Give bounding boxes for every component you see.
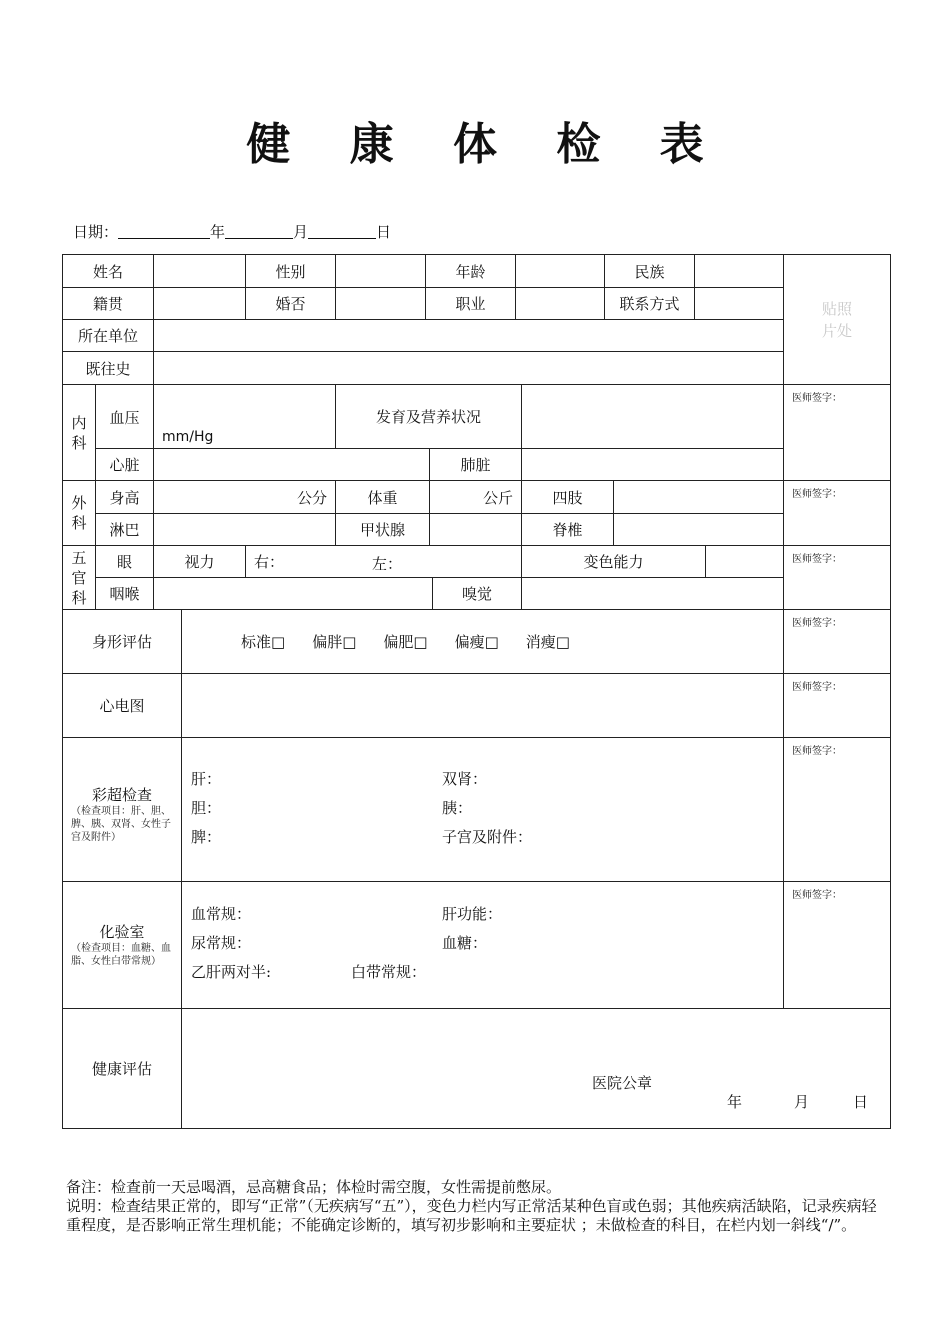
ethnicity-field[interactable]	[695, 255, 784, 288]
ecg-doctor-sign: 医师签字：	[792, 682, 842, 693]
lab-blood-sugar: 血糖：	[442, 934, 488, 952]
contact-label: 联系方式	[605, 288, 695, 320]
lab-leucorrhea: 白带常规：	[351, 963, 427, 981]
ecg-label: 心电图	[63, 674, 182, 738]
notes-block	[66, 1178, 880, 1235]
ultrasound-note: （检查项目：肝、胆、脾、胰、双肾、女性子宫及附件）	[71, 806, 171, 843]
ultrasound-doctor-sign: 医师签字：	[792, 746, 842, 757]
ultrasound-gallbladder: 胆：	[191, 799, 222, 817]
shape-option-thin[interactable]: 偏瘦□	[454, 633, 499, 651]
lab-urine-routine: 尿常规：	[191, 934, 252, 952]
lab-label: 化验室	[99, 923, 145, 941]
development-label: 发育及营养状况	[336, 385, 522, 449]
lab-doctor-sign: 医师签字：	[792, 890, 842, 901]
ecg-field[interactable]	[182, 674, 784, 738]
age-field[interactable]	[516, 255, 605, 288]
year-field[interactable]	[118, 224, 210, 239]
development-field[interactable]	[522, 385, 784, 449]
photo-area[interactable]	[784, 255, 891, 385]
shape-option-standard[interactable]: 标准□	[241, 633, 286, 651]
ultrasound-field[interactable]	[182, 738, 784, 882]
ultrasound-label-cell	[63, 738, 182, 882]
vision-field[interactable]	[246, 546, 522, 578]
photo-placeholder: 贴照片处	[821, 299, 852, 340]
lab-label-cell	[63, 882, 182, 1009]
internal-doctor-sign: 医师签字：	[792, 393, 842, 404]
health-assessment-field[interactable]	[182, 1009, 891, 1129]
ent-section-text: 五官科	[71, 548, 87, 607]
history-field[interactable]	[154, 352, 784, 385]
ultrasound-liver: 肝：	[191, 770, 222, 788]
health-exam-form	[62, 254, 891, 1129]
ultrasound-sign-box[interactable]	[784, 738, 891, 882]
thyroid-label: 甲状腺	[336, 514, 430, 546]
marital-field[interactable]	[336, 288, 426, 320]
ecg-sign-box[interactable]	[784, 674, 891, 738]
heart-label: 心脏	[96, 449, 154, 481]
heart-field[interactable]	[154, 449, 430, 481]
limbs-field[interactable]	[614, 481, 784, 514]
shape-option-obese[interactable]: 偏肥□	[383, 633, 428, 651]
vision-label: 视力	[154, 546, 246, 578]
age-label: 年龄	[426, 255, 516, 288]
lab-blood-routine: 血常规：	[191, 905, 252, 923]
internal-section-label	[63, 385, 96, 481]
bp-label: 血压	[96, 385, 154, 449]
height-unit: 公分	[296, 488, 327, 507]
gender-label: 性别	[246, 255, 336, 288]
history-label: 既往史	[63, 352, 154, 385]
native-place-field[interactable]	[154, 288, 246, 320]
month-field[interactable]	[225, 224, 293, 239]
bp-field[interactable]	[154, 385, 336, 449]
surgery-sign-box[interactable]	[784, 481, 891, 546]
spine-field[interactable]	[614, 514, 784, 546]
shape-option-overweight[interactable]: 偏胖□	[312, 633, 357, 651]
internal-section-text: 内科	[71, 413, 87, 452]
assessment-month: 月	[794, 1093, 810, 1111]
hospital-stamp-label: 医院公章	[592, 1074, 653, 1092]
body-shape-doctor-sign: 医师签字：	[792, 618, 842, 629]
surgery-section-label	[63, 481, 96, 546]
occupation-field[interactable]	[516, 288, 605, 320]
internal-sign-box[interactable]	[784, 385, 891, 481]
color-vision-field[interactable]	[706, 546, 784, 578]
notes-instructions: 说明：检查结果正常的，即写“正常”（无疾病写“五”），变色力栏内写正常活某种色盲或色弱；其他疾病活缺陷，记录疾病轻重程度，是否影响正常生理机能；不能确定诊断的，填写初步影响和主要症状 ；未做检查的科目，在栏内划一斜线“/”。	[66, 1197, 877, 1234]
health-assessment-label: 健康评估	[63, 1009, 182, 1129]
lab-sign-box[interactable]	[784, 882, 891, 1009]
lung-label: 肺脏	[430, 449, 522, 481]
marital-label: 婚否	[246, 288, 336, 320]
surgery-doctor-sign: 医师签字：	[792, 489, 842, 500]
notes-remark: 备注：检查前一天忌喝酒，忌高糖食品；体检时需空腹，女性需提前憋尿。	[66, 1178, 562, 1196]
smell-field[interactable]	[522, 578, 784, 610]
ultrasound-label: 彩超检查	[91, 786, 152, 804]
weight-unit: 公斤	[482, 488, 513, 507]
throat-label: 咽喉	[96, 578, 154, 610]
body-shape-sign-box[interactable]	[784, 610, 891, 674]
height-field[interactable]	[154, 481, 336, 514]
height-label: 身高	[96, 481, 154, 514]
assessment-year: 年	[727, 1093, 743, 1111]
ultrasound-uterus: 子宫及附件：	[442, 828, 533, 846]
occupation-label: 职业	[426, 288, 516, 320]
weight-field[interactable]	[430, 481, 522, 514]
lymph-field[interactable]	[154, 514, 336, 546]
eye-label: 眼	[96, 546, 154, 578]
date-label: 日期：	[73, 223, 119, 241]
lab-liver-function: 肝功能：	[442, 905, 503, 923]
ent-doctor-sign: 医师签字：	[792, 554, 842, 565]
date-line	[73, 221, 391, 242]
year-label: 年	[210, 223, 226, 241]
surgery-section-text: 外科	[71, 494, 87, 532]
ent-sign-box[interactable]	[784, 546, 891, 610]
spine-label: 脊椎	[522, 514, 614, 546]
month-label: 月	[293, 223, 309, 241]
lab-field[interactable]	[182, 882, 784, 1009]
body-shape-label: 身形评估	[63, 610, 182, 674]
weight-label: 体重	[336, 481, 430, 514]
lymph-label: 淋巴	[96, 514, 154, 546]
workplace-field[interactable]	[154, 320, 784, 352]
workplace-label: 所在单位	[63, 320, 154, 352]
limbs-label: 四肢	[522, 481, 614, 514]
day-field[interactable]	[308, 224, 376, 239]
lab-hepatitis-b: 乙肝两对半:	[191, 963, 272, 981]
assessment-day: 日	[853, 1093, 869, 1111]
ultrasound-pancreas: 胰：	[442, 799, 473, 817]
body-shape-options	[182, 610, 784, 674]
name-label: 姓名	[63, 255, 154, 288]
contact-field[interactable]	[695, 288, 784, 320]
native-place-label: 籍贯	[63, 288, 154, 320]
lung-field[interactable]	[522, 449, 784, 481]
ent-section-label	[63, 546, 96, 610]
vision-left-label: 左：	[372, 555, 403, 573]
ultrasound-spleen: 脾：	[191, 828, 222, 846]
smell-label: 嗅觉	[433, 578, 522, 610]
thyroid-field[interactable]	[430, 514, 522, 546]
gender-field[interactable]	[336, 255, 426, 288]
day-label: 日	[376, 223, 392, 241]
lab-note: （检查项目：血糖、血脂、女性白带常规）	[71, 943, 171, 967]
ethnicity-label: 民族	[605, 255, 695, 288]
bp-unit: mm/Hg	[162, 429, 214, 445]
page-title: 健 康 体 检 表	[246, 119, 726, 170]
color-vision-label: 变色能力	[522, 546, 706, 578]
shape-option-emaciated[interactable]: 消瘦□	[525, 633, 570, 651]
throat-field[interactable]	[154, 578, 433, 610]
vision-right-label: 右：	[254, 553, 285, 571]
name-field[interactable]	[154, 255, 246, 288]
ultrasound-kidney: 双肾：	[442, 770, 488, 788]
